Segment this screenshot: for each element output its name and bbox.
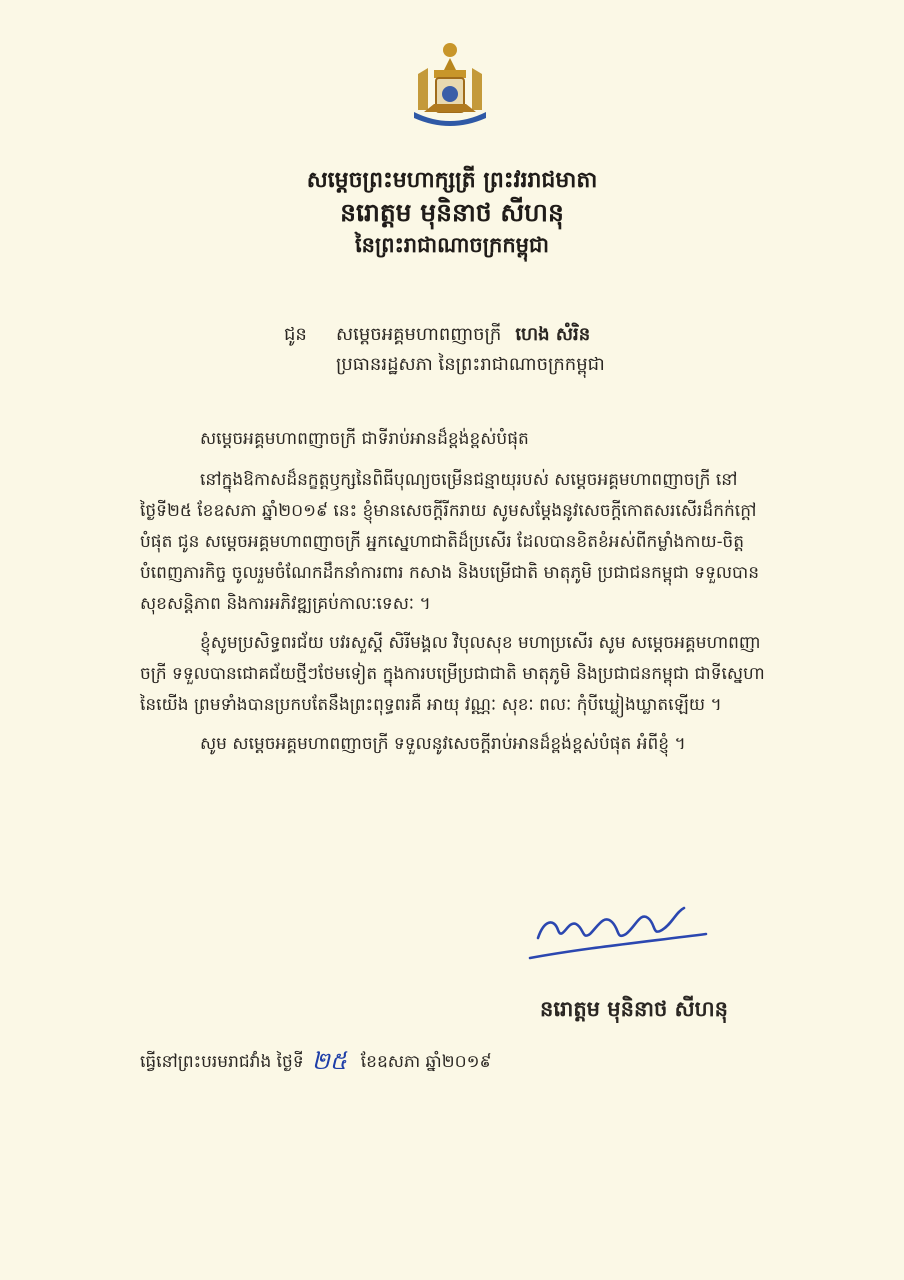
issuer-kingdom: នៃព្រះរាជាណាចក្រកម្ពុជា xyxy=(354,232,549,257)
issuer-name: នរោត្តម មុនិនាថ សីហនុ xyxy=(340,198,564,227)
date-suffix: ខែឧសភា ឆ្នាំ២០១៩ xyxy=(360,1052,492,1072)
paragraph-2: ខ្ញុំសូមប្រសិទ្ធពរជ័យ បវរសួស្ដី សិរីមង្គល វិបុលសុខ មហាប្រសើរ សូម សម្ដេចអគ្គមហាពញាចក្រី ទទួលបានជោគជ័យថ្មីៗថែមទៀត ក្នុងការបម្រើប្រជាជាតិ មាតុភូមិ និងប្រជាជនកម្ពុជា ជាទីស្នេហានៃយើង ព្រមទាំងបានប្រកបតែនឹងព្រះពុទ្ធពរគឺ អាយុ វណ្ណៈ សុខៈ ពលៈ កុំបីឃ្លៀងឃ្លាតឡើយ ។ xyxy=(140,633,765,715)
recipient-position: ប្រធានរដ្ឋសភា នៃព្រះរាជាណាចក្រកម្ពុជា xyxy=(336,354,605,375)
date-line xyxy=(140,1046,492,1081)
to-label: ជូន xyxy=(284,324,307,345)
date-day: ២៥ xyxy=(311,1047,347,1075)
date-prefix: ធ្វើនៅព្រះបរមរាជវាំង ថ្ងៃទី xyxy=(140,1052,304,1072)
handwritten-signature xyxy=(524,890,714,970)
royal-emblem-icon xyxy=(404,40,496,132)
signatory-name: នរោត្តម មុនិនាថ សីហនុ xyxy=(540,996,728,1021)
recipient-block xyxy=(284,320,605,380)
recipient-name: ហេង សំរិន xyxy=(515,324,591,345)
paragraph-3: សូម សម្ដេចអគ្គមហាពញាចក្រី ទទួលនូវសេចក្ដីរាប់អានដ៏ខ្ពង់ខ្ពស់បំផុត អំពីខ្ញុំ ។ xyxy=(200,734,686,754)
recipient-title: សម្ដេចអគ្គមហាពញាចក្រី xyxy=(336,324,502,345)
paragraph-1: នៅក្នុងឱកាសដ៏នក្ខត្តឫក្សនៃពិធីបុណ្យចម្រើនជន្មាយុរបស់ សម្ដេចអគ្គមហាពញាចក្រី នៅថ្ងៃទី២៥ ខែឧសភា ឆ្នាំ២០១៩ នេះ ខ្ញុំមានសេចក្ដីរីករាយ សូមសម្ដែងនូវសេចក្ដីកោតសរសើរដ៏កក់ក្ដៅបំផុត ជូន សម្ដេចអគ្គមហាពញាចក្រី អ្នកស្នេហាជាតិដ៏ប្រសើរ ដែលបានខិតខំអស់ពីកម្លាំងកាយ-ចិត្ត បំពេញភារកិច្ច ចូលរួមចំណែកដឹកនាំការពារ កសាង និងបម្រើជាតិ មាតុភូមិ ប្រជាជនកម្ពុជា ទទួលបានសុខសន្តិភាព និងការអភិវឌ្ឍគ្រប់កាលៈទេសៈ ។ xyxy=(140,470,760,614)
letter-body xyxy=(140,424,780,768)
salutation: សម្ដេចអគ្គមហាពញាចក្រី ជាទីរាប់អានដ៏ខ្ពង់ខ្ពស់បំផុត xyxy=(200,429,529,449)
issuer-title: សម្ដេចព្រះមហាក្សត្រី ព្រះវររាជមាតា xyxy=(306,167,598,193)
